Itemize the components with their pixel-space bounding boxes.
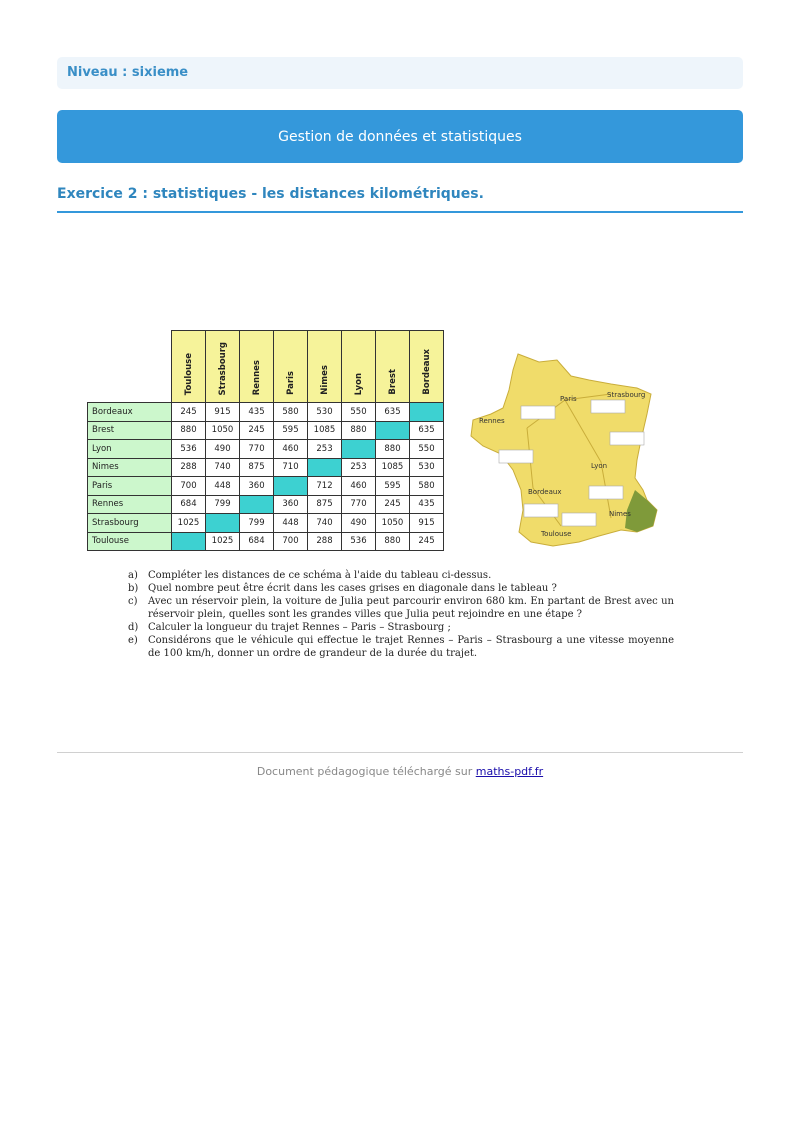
table-cell: 880 <box>342 421 376 440</box>
map-label-lyon: Lyon <box>591 462 608 470</box>
question-list <box>128 569 674 660</box>
diagonal-cell <box>172 532 206 551</box>
table-cell: 710 <box>274 458 308 477</box>
column-header: Lyon <box>342 331 376 403</box>
question-text: Avec un réservoir plein, la voiture de Julia peut parcourir environ 680 km. En partant de Brest avec un réservoir plein, quelles sont les grandes villes que Julia peut rejoindre en une étape ? <box>148 596 674 620</box>
column-header: Nimes <box>308 331 342 403</box>
row-header: Nimes <box>88 458 172 477</box>
table-cell: 448 <box>206 477 240 496</box>
table-cell: 245 <box>376 495 410 514</box>
level-banner <box>57 57 743 89</box>
row-header: Bordeaux <box>88 403 172 422</box>
table-cell: 435 <box>410 495 444 514</box>
table-cell: 550 <box>342 403 376 422</box>
table-cell: 915 <box>410 514 444 533</box>
column-header: Paris <box>274 331 308 403</box>
table-cell: 360 <box>240 477 274 496</box>
table-cell: 1025 <box>172 514 206 533</box>
table-cell: 530 <box>308 403 342 422</box>
table-cell: 490 <box>206 440 240 459</box>
table-row <box>88 403 444 422</box>
table-cell: 288 <box>172 458 206 477</box>
table-cell: 700 <box>172 477 206 496</box>
map-label-bordeaux: Bordeaux <box>528 488 562 496</box>
distance-blank-box <box>562 513 596 526</box>
question-text: Compléter les distances de ce schéma à l'aide du tableau ci-dessus. <box>148 570 492 581</box>
level-text: Niveau : sixieme <box>67 65 189 80</box>
table-cell: 580 <box>274 403 308 422</box>
map-label-paris: Paris <box>560 395 577 403</box>
footer <box>57 765 743 778</box>
row-header: Strasbourg <box>88 514 172 533</box>
question-letter: a) <box>128 570 138 581</box>
table-cell: 580 <box>410 477 444 496</box>
table-cell: 770 <box>342 495 376 514</box>
map-label-strasbourg: Strasbourg <box>607 391 646 399</box>
column-header: Toulouse <box>172 331 206 403</box>
table-row <box>88 421 444 440</box>
distance-blank-box <box>589 486 623 499</box>
table-row <box>88 440 444 459</box>
table-cell: 460 <box>274 440 308 459</box>
table-cell: 915 <box>206 403 240 422</box>
question-text: Quel nombre peut être écrit dans les cases grises en diagonale dans le tableau ? <box>148 583 557 594</box>
table-cell: 448 <box>274 514 308 533</box>
distance-blank-box <box>524 504 558 517</box>
column-header: Brest <box>376 331 410 403</box>
table-cell: 530 <box>410 458 444 477</box>
table-cell: 770 <box>240 440 274 459</box>
table-cell: 799 <box>240 514 274 533</box>
table-cell: 635 <box>410 421 444 440</box>
table-cell: 1085 <box>308 421 342 440</box>
table-cell: 684 <box>240 532 274 551</box>
distance-table <box>87 330 444 551</box>
table-cell: 460 <box>342 477 376 496</box>
column-header: Bordeaux <box>410 331 444 403</box>
table-cell: 550 <box>410 440 444 459</box>
table-cell: 880 <box>376 532 410 551</box>
table-row <box>88 477 444 496</box>
table-cell: 245 <box>240 421 274 440</box>
question-text: Calculer la longueur du trajet Rennes – Paris – Strasbourg ; <box>148 622 451 633</box>
row-header: Toulouse <box>88 532 172 551</box>
footer-divider <box>57 752 743 753</box>
table-cell: 536 <box>342 532 376 551</box>
topic-banner <box>57 110 743 163</box>
diagonal-cell <box>206 514 240 533</box>
question-item <box>128 569 674 582</box>
question-item <box>128 621 674 634</box>
row-header: Brest <box>88 421 172 440</box>
distance-blank-box <box>499 450 533 463</box>
table-cell: 684 <box>172 495 206 514</box>
column-header: Strasbourg <box>206 331 240 403</box>
table-cell: 700 <box>274 532 308 551</box>
diagonal-cell <box>376 421 410 440</box>
map-label-rennes: Rennes <box>479 417 505 425</box>
table-header-row <box>88 331 444 403</box>
question-letter: b) <box>128 583 139 594</box>
table-cell: 595 <box>274 421 308 440</box>
table-cell: 253 <box>308 440 342 459</box>
table-cell: 880 <box>172 421 206 440</box>
diagonal-cell <box>308 458 342 477</box>
table-cell: 1085 <box>376 458 410 477</box>
table-cell: 880 <box>376 440 410 459</box>
table-cell: 288 <box>308 532 342 551</box>
exercise-title: Exercice 2 : statistiques - les distances kilométriques. <box>57 186 743 213</box>
table-cell: 1050 <box>376 514 410 533</box>
table-row <box>88 458 444 477</box>
table-cell: 1025 <box>206 532 240 551</box>
table-cell: 435 <box>240 403 274 422</box>
map-label-toulouse: Toulouse <box>541 530 572 538</box>
footer-text: Document pédagogique téléchargé sur <box>256 765 476 778</box>
diagonal-cell <box>342 440 376 459</box>
distance-blank-box <box>591 400 625 413</box>
distance-blank-box <box>521 406 555 419</box>
column-header: Rennes <box>240 331 274 403</box>
table-cell: 875 <box>240 458 274 477</box>
diagonal-cell <box>240 495 274 514</box>
question-letter: e) <box>128 635 138 646</box>
table-cell: 595 <box>376 477 410 496</box>
question-text: Considérons que le véhicule qui effectue le trajet Rennes – Paris – Strasbourg a une vitesse moyenne de 100 km/h, donner un ordre de grandeur de la durée du trajet. <box>148 635 674 659</box>
row-header: Paris <box>88 477 172 496</box>
france-map <box>461 350 659 552</box>
table-cell: 740 <box>308 514 342 533</box>
footer-link[interactable]: maths-pdf.fr <box>475 765 544 778</box>
table-cell: 635 <box>376 403 410 422</box>
table-cell: 360 <box>274 495 308 514</box>
table-cell: 1050 <box>206 421 240 440</box>
diagonal-cell <box>274 477 308 496</box>
table-body <box>88 403 444 551</box>
table-row <box>88 514 444 533</box>
distance-blank-box <box>610 432 644 445</box>
table-row <box>88 495 444 514</box>
table-cell: 245 <box>410 532 444 551</box>
topic-text: Gestion de données et statistiques <box>278 128 522 145</box>
table-cell: 875 <box>308 495 342 514</box>
row-header: Lyon <box>88 440 172 459</box>
question-item <box>128 582 674 595</box>
question-item <box>128 634 674 660</box>
map-label-nimes: Nimes <box>609 510 631 518</box>
question-letter: d) <box>128 622 139 633</box>
table-corner <box>88 331 172 403</box>
row-header: Rennes <box>88 495 172 514</box>
table-cell: 799 <box>206 495 240 514</box>
diagonal-cell <box>410 403 444 422</box>
table-cell: 712 <box>308 477 342 496</box>
table-cell: 490 <box>342 514 376 533</box>
question-item <box>128 595 674 621</box>
question-letter: c) <box>128 596 138 607</box>
table-cell: 253 <box>342 458 376 477</box>
table-row <box>88 532 444 551</box>
table-cell: 740 <box>206 458 240 477</box>
table-cell: 536 <box>172 440 206 459</box>
table-cell: 245 <box>172 403 206 422</box>
